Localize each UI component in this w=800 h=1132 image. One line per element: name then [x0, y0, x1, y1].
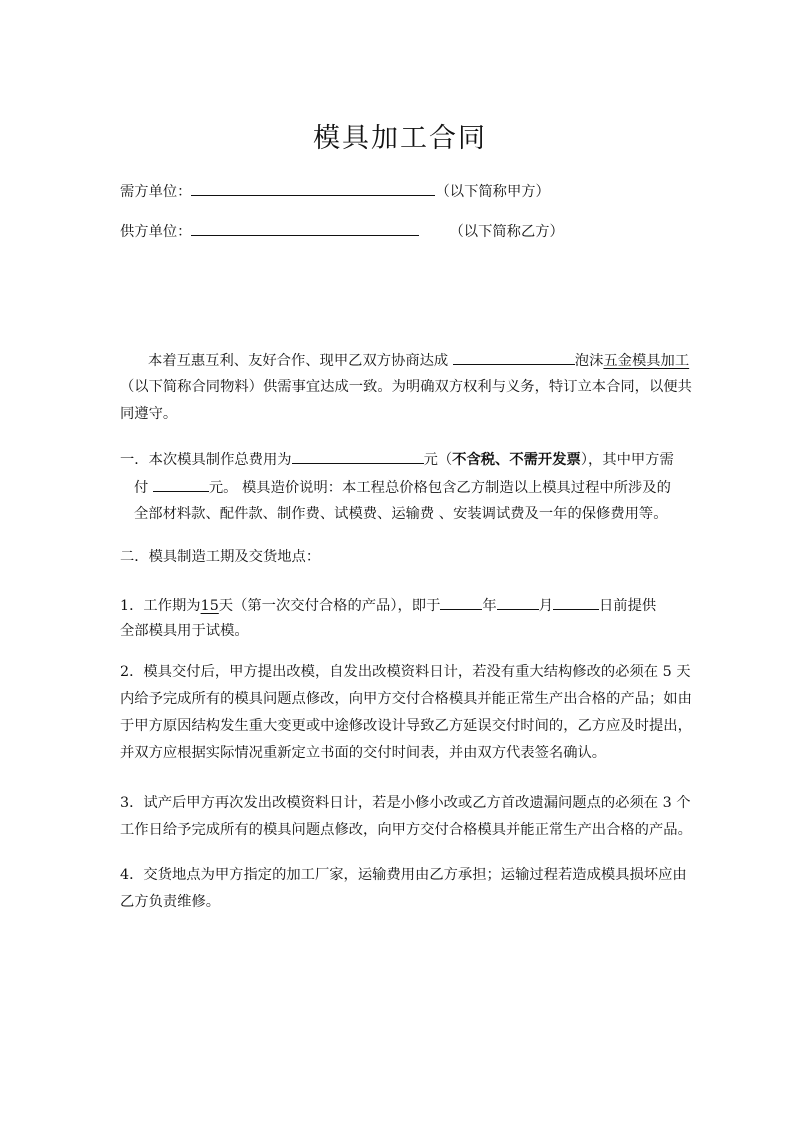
item-3-line-1: 3．试产后甲方再次发出改模资料日计，若是小修小改或乙方首改遗漏问题点的必须在 3 个 [120, 795, 691, 811]
month-blank[interactable] [497, 594, 539, 610]
year-label: 年 [482, 598, 497, 614]
work-days-value: 15 [200, 598, 219, 614]
party-a-suffix: （以下简称甲方） [435, 184, 550, 200]
s1-text: 元。 模具造价说明：本工程总价格包含乙方制造以上模具过程中所涉及的 [208, 480, 671, 496]
s1-text: 付 [134, 480, 153, 496]
party-a-line [120, 180, 550, 202]
intro-line-1 [148, 349, 689, 371]
item-1-text: 日前提供 [599, 598, 657, 614]
s1-line-2 [134, 476, 671, 498]
intro-product-underlined: 五金模具加工 [603, 353, 690, 369]
party-a-blank[interactable] [191, 180, 435, 196]
intro-text: 本着互惠互利、友好合作、现甲乙双方协商达成 [148, 353, 453, 369]
party-b-blank[interactable] [191, 220, 419, 236]
year-blank[interactable] [440, 594, 482, 610]
item-2-line-1: 2．模具交付后，甲方提出改模，自发出改模资料日计，若没有重大结构修改的必须在 5 天 [120, 664, 691, 680]
intro-line-2: （以下简称合同物料）供需事宜达成一致。为明确双方权利与义务，特订立本合同，以便共 [120, 379, 692, 395]
item-1-text: 天（第一次交付合格的产品），即于 [218, 598, 441, 614]
s1-bold-note: 不含税、不需开发票 [452, 452, 581, 468]
product-blank[interactable] [453, 349, 575, 365]
item-2-line-2: 内给予完成所有的模具问题点修改，向甲方交付合格模具并能正常生产出合格的产品；如由 [120, 691, 692, 707]
month-label: 月 [538, 598, 553, 614]
total-fee-blank[interactable] [292, 448, 424, 464]
payment-blank[interactable] [153, 476, 209, 492]
item-4-line-2: 乙方负责维修。 [120, 894, 221, 910]
party-b-label: 供方单位： [120, 224, 192, 240]
party-b-line [120, 220, 564, 242]
party-a-label: 需方单位： [120, 184, 192, 200]
intro-product-plain: 泡沫 [574, 353, 604, 369]
item-1-line-2: 全部模具用于试模。 [120, 623, 249, 639]
s1-text: 一．本次模具制作总费用为 [120, 452, 292, 468]
item-1-text: 1．工作期为 [120, 598, 201, 614]
item-2-line-3: 于甲方原因结构发生重大变更或中途修改设计导致乙方延误交付时间的，乙方应及时提出， [120, 718, 692, 734]
s1-line-1 [120, 448, 674, 470]
s1-text: ），其中甲方需 [580, 452, 674, 468]
party-b-suffix: （以下简称乙方） [449, 224, 564, 240]
item-3-line-2: 工作日给予完成所有的模具问题点修改，向甲方交付合格模具并能正常生产出合格的产品。 [120, 822, 692, 838]
s1-text: 元（ [423, 452, 453, 468]
document-title: 模具加工合同 [313, 123, 487, 154]
item-2-line-4: 并双方应根据实际情况重新定立书面的交付时间表，并由双方代表签名确认。 [120, 745, 607, 761]
section-2-heading: 二．模具制造工期及交货地点： [120, 549, 321, 565]
item-1-line-1 [120, 594, 656, 616]
day-blank[interactable] [553, 594, 599, 610]
item-4-line-1: 4．交货地点为甲方指定的加工厂家，运输费用由乙方承担；运输过程若造成模具损坏应由 [120, 867, 687, 883]
intro-line-3: 同遵守。 [120, 406, 178, 422]
s1-line-3: 全部材料款、配件款、制作费、试模费、运输费 、安装调试费及一年的保修费用等。 [134, 506, 668, 522]
